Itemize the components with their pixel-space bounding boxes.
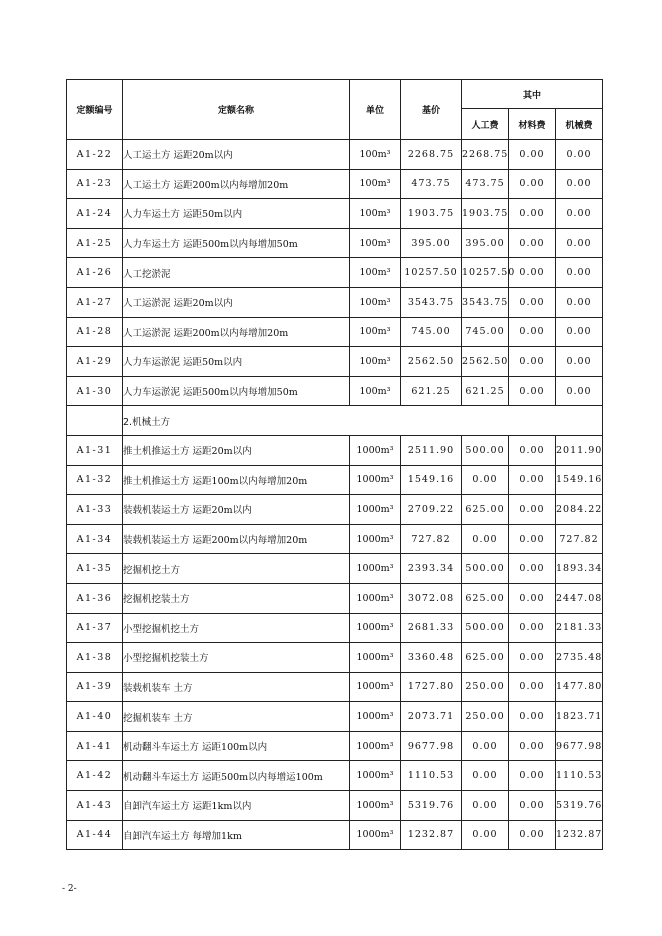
material-cost: 0.00 [509,169,556,199]
quota-code: A1-38 [67,643,123,673]
base-price: 3543.75 [401,287,462,317]
table-row [67,258,603,288]
quota-name: 装载机装运土方 运距20m以内 [123,495,350,525]
machine-cost: 2084.22 [556,495,603,525]
quota-unit: 1000m³ [350,731,401,761]
base-price: 1727.80 [401,672,462,702]
quota-unit: 100m³ [350,376,401,406]
quota-name: 推土机推运土方 运距20m以内 [123,435,350,465]
quota-name: 人工运土方 运距20m以内 [123,140,350,170]
labor-cost: 0.00 [462,820,509,850]
quota-unit: 1000m³ [350,524,401,554]
labor-cost: 0.00 [462,465,509,495]
page-number: - 2- [62,884,77,894]
labor-cost: 745.00 [462,317,509,347]
quota-code: A1-36 [67,583,123,613]
material-cost: 0.00 [509,583,556,613]
labor-cost: 3543.75 [462,287,509,317]
machine-cost: 1477.80 [556,672,603,702]
material-cost: 0.00 [509,140,556,170]
quota-unit: 1000m³ [350,495,401,525]
material-cost: 0.00 [509,643,556,673]
machine-cost: 0.00 [556,376,603,406]
material-cost: 0.00 [509,317,556,347]
quota-name: 装载机装运土方 运距200m以内每增加20m [123,524,350,554]
quota-code: A1-33 [67,495,123,525]
labor-cost: 621.25 [462,376,509,406]
material-cost: 0.00 [509,613,556,643]
machine-cost: 0.00 [556,317,603,347]
quota-code: A1-41 [67,731,123,761]
quota-unit: 1000m³ [350,465,401,495]
quota-name: 机动翻斗车运土方 运距500m以内每增运100m [123,761,350,791]
quota-table [66,79,603,850]
quota-name: 挖掘机装车 土方 [123,702,350,732]
quota-code: A1-26 [67,258,123,288]
quota-name: 人工运淤泥 运距200m以内每增加20m [123,317,350,347]
material-cost: 0.00 [509,761,556,791]
quota-unit: 1000m³ [350,435,401,465]
header-labor: 人工费 [462,109,509,140]
base-price: 2681.33 [401,613,462,643]
material-cost: 0.00 [509,258,556,288]
labor-cost: 625.00 [462,495,509,525]
table-row [67,820,603,850]
quota-unit: 1000m³ [350,643,401,673]
table-row [67,376,603,406]
quota-code: A1-24 [67,199,123,229]
section-title: 2.机械土方 [123,406,603,436]
quota-unit: 1000m³ [350,613,401,643]
quota-name: 自卸汽车运土方 运距1km以内 [123,791,350,821]
table-row [67,791,603,821]
table-body-machine [67,435,603,849]
base-price: 10257.50 [401,258,462,288]
base-price: 1110.53 [401,761,462,791]
base-price: 3072.08 [401,583,462,613]
base-price: 3360.48 [401,643,462,673]
section-spacer [67,406,123,436]
labor-cost: 500.00 [462,613,509,643]
material-cost: 0.00 [509,347,556,377]
labor-cost: 2268.75 [462,140,509,170]
machine-cost: 1893.34 [556,554,603,584]
table-row [67,672,603,702]
machine-cost: 1232.87 [556,820,603,850]
table-row [67,554,603,584]
base-price: 1549.16 [401,465,462,495]
base-price: 621.25 [401,376,462,406]
machine-cost: 9677.98 [556,731,603,761]
quota-unit: 1000m³ [350,554,401,584]
header-material: 材料费 [509,109,556,140]
base-price: 2709.22 [401,495,462,525]
material-cost: 0.00 [509,524,556,554]
header-unit: 单位 [350,80,401,140]
quota-unit: 1000m³ [350,702,401,732]
machine-cost: 0.00 [556,199,603,229]
table-body-manual [67,140,603,406]
quota-code: A1-22 [67,140,123,170]
quota-unit: 1000m³ [350,761,401,791]
labor-cost: 0.00 [462,791,509,821]
quota-unit: 100m³ [350,287,401,317]
quota-unit: 1000m³ [350,583,401,613]
base-price: 2511.90 [401,435,462,465]
quota-name: 机动翻斗车运土方 运距100m以内 [123,731,350,761]
header-among: 其中 [462,80,603,109]
header-code: 定额编号 [67,80,123,140]
quota-unit: 1000m³ [350,672,401,702]
table-row [67,643,603,673]
table-row [67,228,603,258]
quota-name: 挖掘机挖装土方 [123,583,350,613]
quota-code: A1-35 [67,554,123,584]
material-cost: 0.00 [509,672,556,702]
base-price: 745.00 [401,317,462,347]
table-row [67,702,603,732]
quota-code: A1-29 [67,347,123,377]
material-cost: 0.00 [509,199,556,229]
quota-unit: 1000m³ [350,791,401,821]
quota-unit: 100m³ [350,169,401,199]
header-name: 定额名称 [123,80,350,140]
machine-cost: 1823.71 [556,702,603,732]
table-row [67,140,603,170]
labor-cost: 0.00 [462,524,509,554]
quota-code: A1-31 [67,435,123,465]
base-price: 2268.75 [401,140,462,170]
quota-name: 人力车运土方 运距50m以内 [123,199,350,229]
table-row [67,435,603,465]
machine-cost: 0.00 [556,258,603,288]
machine-cost: 0.00 [556,228,603,258]
quota-code: A1-30 [67,376,123,406]
labor-cost: 10257.50 [462,258,509,288]
labor-cost: 500.00 [462,435,509,465]
quota-name: 人力车运淤泥 运距50m以内 [123,347,350,377]
machine-cost: 2011.90 [556,435,603,465]
quota-name: 装载机装车 土方 [123,672,350,702]
labor-cost: 250.00 [462,672,509,702]
table-row [67,583,603,613]
machine-cost: 0.00 [556,347,603,377]
labor-cost: 1903.75 [462,199,509,229]
quota-code: A1-27 [67,287,123,317]
header-base-price: 基价 [401,80,462,140]
quota-unit: 100m³ [350,347,401,377]
quota-code: A1-42 [67,761,123,791]
base-price: 473.75 [401,169,462,199]
base-price: 2393.34 [401,554,462,584]
quota-unit: 1000m³ [350,820,401,850]
quota-unit: 100m³ [350,228,401,258]
base-price: 1903.75 [401,199,462,229]
quota-code: A1-39 [67,672,123,702]
quota-name: 人力车运土方 运距500m以内每增加50m [123,228,350,258]
base-price: 395.00 [401,228,462,258]
table-row [67,199,603,229]
base-price: 5319.76 [401,791,462,821]
quota-name: 人工运土方 运距200m以内每增加20m [123,169,350,199]
quota-name: 自卸汽车运土方 每增加1km [123,820,350,850]
machine-cost: 0.00 [556,287,603,317]
machine-cost: 727.82 [556,524,603,554]
labor-cost: 0.00 [462,761,509,791]
material-cost: 0.00 [509,287,556,317]
material-cost: 0.00 [509,435,556,465]
table-row [67,169,603,199]
machine-cost: 2447.08 [556,583,603,613]
material-cost: 0.00 [509,495,556,525]
machine-cost: 0.00 [556,140,603,170]
machine-cost: 5319.76 [556,791,603,821]
quota-code: A1-37 [67,613,123,643]
material-cost: 0.00 [509,791,556,821]
material-cost: 0.00 [509,465,556,495]
quota-code: A1-44 [67,820,123,850]
quota-name: 小型挖掘机挖土方 [123,613,350,643]
base-price: 727.82 [401,524,462,554]
labor-cost: 2562.50 [462,347,509,377]
table-row [67,287,603,317]
table-row [67,317,603,347]
machine-cost: 0.00 [556,169,603,199]
table-header [67,80,603,140]
table-row [67,495,603,525]
quota-code: A1-32 [67,465,123,495]
table-section [67,406,603,436]
labor-cost: 473.75 [462,169,509,199]
quota-name: 挖掘机挖土方 [123,554,350,584]
labor-cost: 500.00 [462,554,509,584]
quota-code: A1-25 [67,228,123,258]
labor-cost: 395.00 [462,228,509,258]
base-price: 1232.87 [401,820,462,850]
table-row [67,613,603,643]
material-cost: 0.00 [509,228,556,258]
quota-code: A1-43 [67,791,123,821]
quota-code: A1-40 [67,702,123,732]
labor-cost: 250.00 [462,702,509,732]
quota-unit: 100m³ [350,199,401,229]
material-cost: 0.00 [509,820,556,850]
labor-cost: 625.00 [462,643,509,673]
table-row [67,347,603,377]
header-machine: 机械费 [556,109,603,140]
base-price: 9677.98 [401,731,462,761]
material-cost: 0.00 [509,702,556,732]
base-price: 2073.71 [401,702,462,732]
quota-code: A1-28 [67,317,123,347]
table-row [67,524,603,554]
machine-cost: 2181.33 [556,613,603,643]
material-cost: 0.00 [509,731,556,761]
quota-unit: 100m³ [350,317,401,347]
material-cost: 0.00 [509,554,556,584]
quota-code: A1-23 [67,169,123,199]
quota-name: 人力车运淤泥 运距500m以内每增加50m [123,376,350,406]
quota-name: 人工运淤泥 运距20m以内 [123,287,350,317]
quota-unit: 100m³ [350,258,401,288]
quota-code: A1-34 [67,524,123,554]
quota-name: 人工挖淤泥 [123,258,350,288]
table-row [67,761,603,791]
machine-cost: 1110.53 [556,761,603,791]
machine-cost: 1549.16 [556,465,603,495]
machine-cost: 2735.48 [556,643,603,673]
table-row [67,731,603,761]
quota-name: 小型挖掘机挖装土方 [123,643,350,673]
labor-cost: 625.00 [462,583,509,613]
quota-name: 推土机推运土方 运距100m以内每增加20m [123,465,350,495]
labor-cost: 0.00 [462,731,509,761]
base-price: 2562.50 [401,347,462,377]
table-row [67,465,603,495]
quota-unit: 100m³ [350,140,401,170]
material-cost: 0.00 [509,376,556,406]
